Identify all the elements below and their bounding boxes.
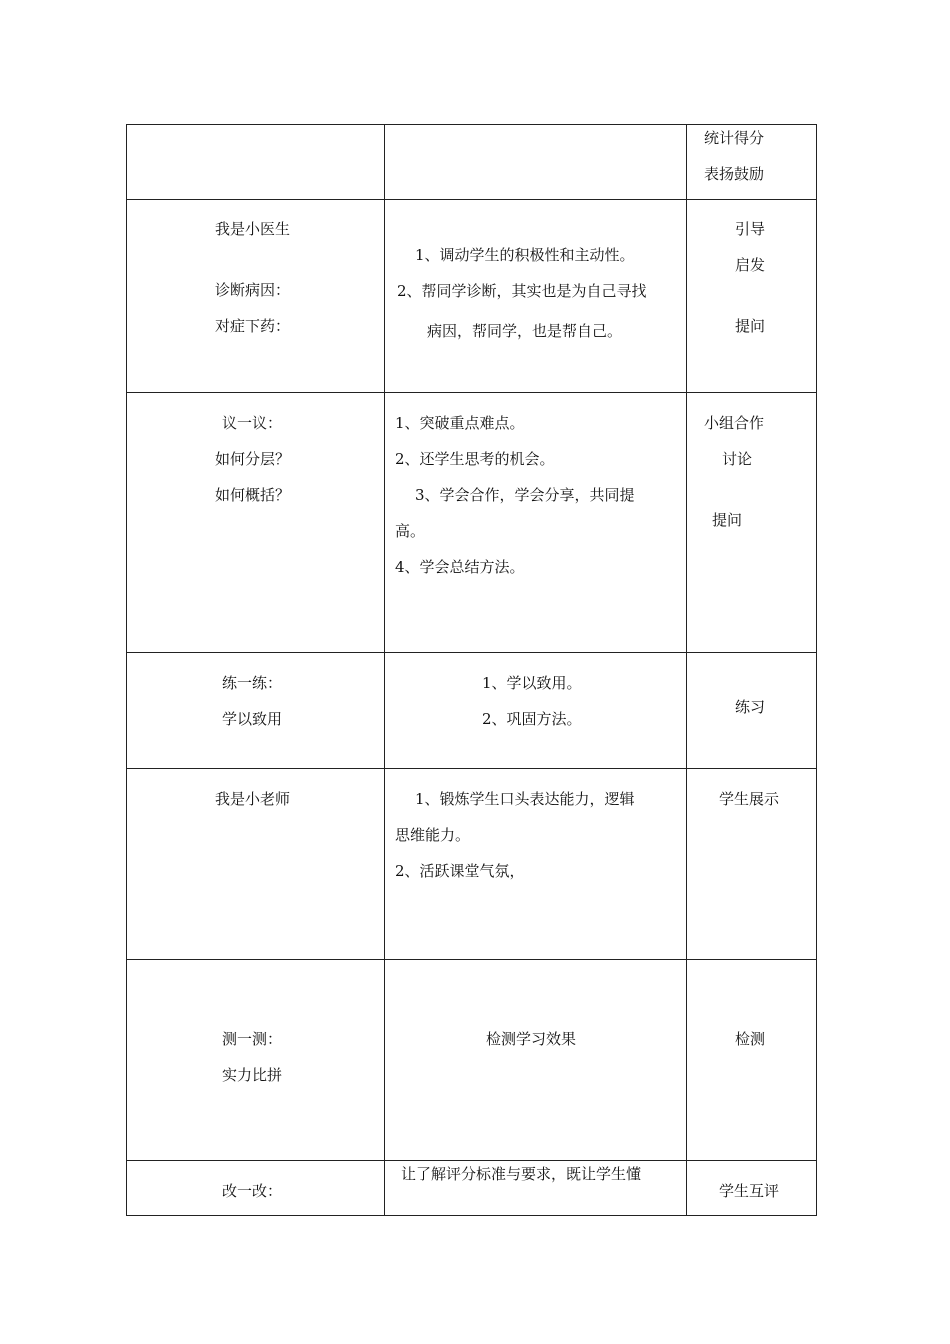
purpose-text: 1、锻炼学生口头表达能力，逻辑 xyxy=(415,790,635,808)
method-cell xyxy=(687,200,817,393)
purpose-cell xyxy=(385,1161,687,1216)
activity-text: 对症下药： xyxy=(215,317,291,335)
purpose-text: 1、调动学生的积极性和主动性。 xyxy=(415,246,635,264)
purpose-cell xyxy=(385,653,687,769)
method-text: 小组合作 xyxy=(704,414,765,432)
activity-cell xyxy=(127,1161,385,1216)
table-row xyxy=(127,1161,817,1216)
purpose-text: 思维能力。 xyxy=(395,826,471,844)
table-row xyxy=(127,125,817,200)
activity-cell xyxy=(127,200,385,393)
lesson-plan-table xyxy=(126,124,817,1216)
method-cell xyxy=(687,125,817,200)
method-text: 表扬鼓励 xyxy=(704,165,765,183)
activity-cell xyxy=(127,125,385,200)
method-text: 引导 xyxy=(735,220,766,238)
method-text: 学生互评 xyxy=(719,1182,780,1200)
method-cell xyxy=(687,393,817,653)
method-text: 讨论 xyxy=(722,450,753,468)
purpose-cell xyxy=(385,200,687,393)
purpose-text: 1、突破重点难点。 xyxy=(395,414,525,432)
table-row xyxy=(127,200,817,393)
activity-cell xyxy=(127,653,385,769)
method-text: 启发 xyxy=(735,256,766,274)
table-row xyxy=(127,393,817,653)
activity-text: 议一议： xyxy=(222,414,283,432)
activity-text: 练一练： xyxy=(222,674,283,692)
method-cell xyxy=(687,960,817,1161)
method-text: 提问 xyxy=(712,511,743,529)
activity-cell xyxy=(127,769,385,960)
activity-cell xyxy=(127,393,385,653)
method-cell xyxy=(687,1161,817,1216)
purpose-text: 1、学以致用。 xyxy=(482,674,582,692)
activity-text: 改一改： xyxy=(222,1182,283,1200)
activity-text: 如何概括？ xyxy=(215,486,291,504)
method-cell xyxy=(687,769,817,960)
purpose-cell xyxy=(385,960,687,1161)
activity-cell xyxy=(127,960,385,1161)
purpose-cell xyxy=(385,393,687,653)
activity-text: 如何分层？ xyxy=(215,450,291,468)
table-row xyxy=(127,960,817,1161)
activity-text: 诊断病因： xyxy=(215,281,291,299)
purpose-text: 4、学会总结方法。 xyxy=(395,558,525,576)
purpose-text: 病因，帮同学，也是帮自己。 xyxy=(427,322,623,340)
purpose-text: 高。 xyxy=(395,522,426,540)
purpose-cell xyxy=(385,125,687,200)
purpose-text: 2、巩固方法。 xyxy=(482,710,582,728)
activity-text: 学以致用 xyxy=(222,710,283,728)
purpose-text: 2、还学生思考的机会。 xyxy=(395,450,555,468)
method-text: 检测 xyxy=(735,1030,766,1048)
method-cell xyxy=(687,653,817,769)
purpose-text: 3、学会合作，学会分享，共同提 xyxy=(415,486,635,504)
activity-text: 我是小老师 xyxy=(215,790,291,808)
method-text: 练习 xyxy=(735,698,766,716)
method-text: 提问 xyxy=(735,317,766,335)
purpose-text: 检测学习效果 xyxy=(486,1030,577,1048)
activity-text: 我是小医生 xyxy=(215,220,291,238)
method-text: 统计得分 xyxy=(704,129,765,147)
table-row xyxy=(127,769,817,960)
method-text: 学生展示 xyxy=(719,790,780,808)
activity-text: 实力比拼 xyxy=(222,1066,283,1084)
purpose-text: 让了解评分标准与要求，既让学生懂 xyxy=(401,1165,642,1183)
purpose-cell xyxy=(385,769,687,960)
purpose-text: 2、活跃课堂气氛， xyxy=(395,862,525,880)
activity-text: 测一测： xyxy=(222,1030,283,1048)
purpose-text: 2、帮同学诊断，其实也是为自己寻找 xyxy=(397,282,647,300)
table-row xyxy=(127,653,817,769)
